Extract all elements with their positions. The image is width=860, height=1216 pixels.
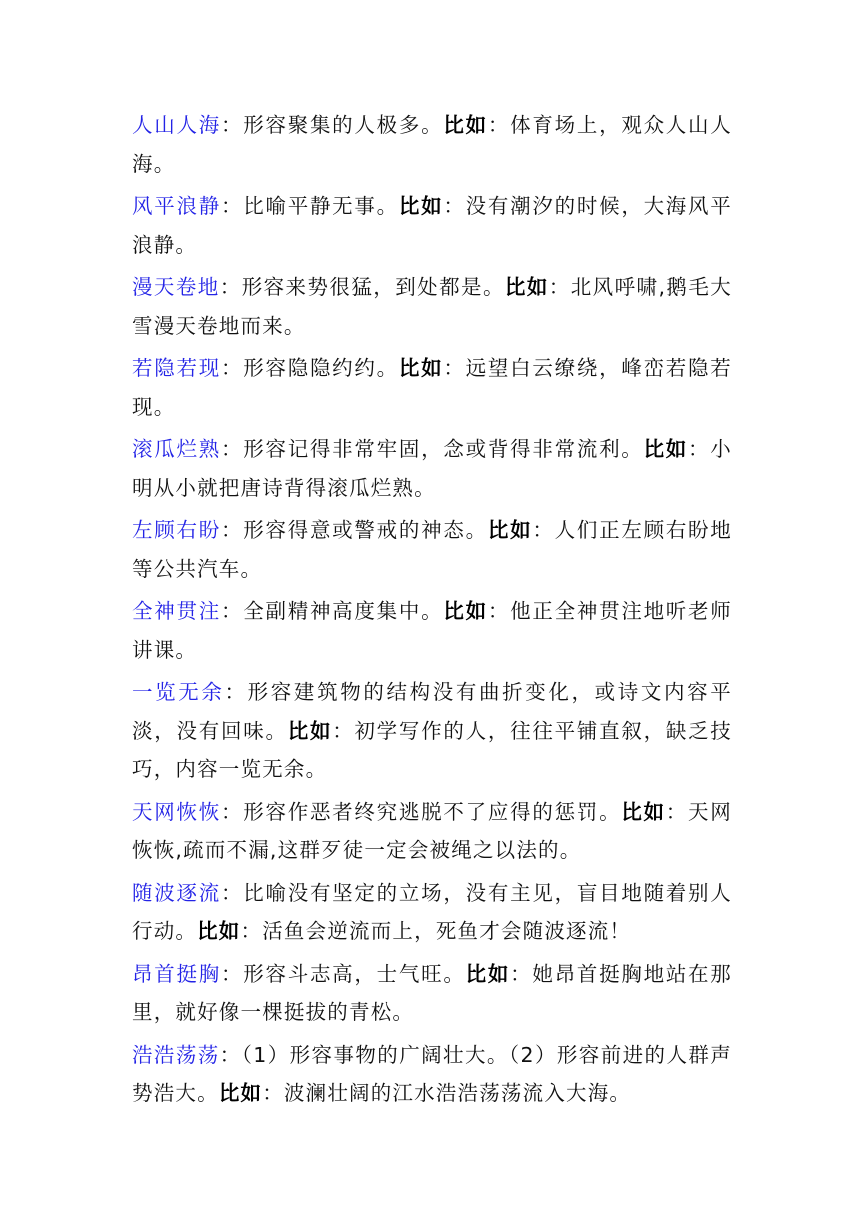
idiom-example: 她昂首挺胸地站在那里，就好像一棵挺拔的青松。 [132, 961, 733, 1024]
idiom-definition: 形容记得非常牢固，念或背得非常流利。 [243, 437, 644, 461]
idiom-entry [132, 673, 732, 789]
idiom-definition: 形容隐隐约约。 [243, 356, 399, 380]
example-label: 比如 [218, 1081, 263, 1105]
idiom-entry [132, 349, 732, 426]
example-colon: ： [665, 799, 689, 824]
term-colon: ： [220, 518, 244, 542]
idiom-term: 滚瓜烂熟 [132, 437, 221, 461]
term-colon: ： [220, 194, 244, 218]
term-colon: ： [220, 961, 244, 986]
idiom-definition: 全副精神高度集中。 [243, 599, 444, 623]
idiom-definition: 形容得意或警戒的神态。 [243, 518, 488, 542]
idiom-entry [132, 268, 732, 345]
idiom-term: 浩浩荡荡 [132, 1042, 220, 1067]
term-colon: ： [220, 113, 244, 137]
idiom-example: 初学写作的人，往往平铺直叙，缺乏技巧，内容一览无余。 [132, 718, 732, 781]
idiom-term: 漫天卷地 [132, 275, 220, 299]
example-colon: ： [487, 113, 511, 137]
example-label: 比如 [398, 356, 444, 380]
example-label: 比如 [287, 718, 333, 743]
idiom-list [132, 106, 732, 1117]
idiom-entry [132, 874, 732, 951]
example-colon: ： [548, 275, 571, 299]
idiom-entry [132, 793, 732, 870]
example-label: 比如 [398, 194, 444, 218]
idiom-entry [132, 106, 732, 183]
idiom-term: 若隐若现 [132, 356, 221, 380]
term-colon: ： [220, 880, 244, 905]
example-colon: ： [510, 961, 533, 986]
idiom-term: 随波逐流 [132, 880, 221, 905]
idiom-entry [132, 955, 732, 1032]
idiom-definition: 形容斗志高，士气旺。 [243, 961, 466, 986]
idiom-entry [132, 187, 732, 264]
idiom-definition: 形容建筑物的结构没有曲折变化，或诗文内容平淡，没有回味。 [132, 680, 732, 743]
term-colon: ： [220, 437, 244, 461]
idiom-example: 天网恢恢,疏而不漏,这群歹徒一定会被绳之以法的。 [132, 799, 732, 862]
example-label: 比如 [504, 275, 549, 299]
idiom-example: 他正全神贯注地听老师讲课。 [132, 599, 732, 662]
idiom-example: 波澜壮阔的江水浩浩荡荡流入大海。 [283, 1081, 632, 1105]
idiom-example: 活鱼会逆流而上，死鱼才会随波逐流！ [262, 919, 632, 943]
example-label: 比如 [443, 113, 488, 137]
example-label: 比如 [621, 799, 666, 824]
term-colon: ： [220, 356, 244, 380]
example-colon: ： [443, 356, 466, 380]
term-colon: ： [219, 1042, 242, 1067]
idiom-term: 一览无余 [132, 680, 225, 704]
idiom-example: 没有潮汐的时候，大海风平浪静。 [132, 194, 732, 257]
idiom-entry [132, 430, 732, 507]
idiom-definition: （1）形容事物的广阔壮大。（2）形容前进的人群声势浩大。 [132, 1042, 732, 1105]
term-colon: ： [224, 680, 248, 704]
idiom-definition: 形容聚集的人极多。 [243, 113, 444, 137]
idiom-term: 风平浪静 [132, 194, 221, 218]
idiom-definition: 形容作恶者终究逃脱不了应得的惩罚。 [243, 799, 622, 824]
example-colon: ： [262, 1081, 284, 1105]
term-colon: ： [220, 599, 244, 623]
example-colon: ： [532, 518, 555, 542]
idiom-definition: 比喻平静无事。 [243, 194, 399, 218]
term-colon: ： [219, 275, 242, 299]
idiom-term: 全神贯注 [132, 599, 221, 623]
idiom-term: 左顾右盼 [132, 518, 221, 542]
example-colon: ： [240, 919, 263, 943]
example-label: 比如 [443, 599, 488, 623]
example-label: 比如 [197, 919, 241, 943]
term-colon: ： [220, 799, 244, 824]
example-colon: ： [443, 194, 466, 218]
idiom-entry [132, 592, 732, 669]
idiom-entry [132, 511, 732, 588]
example-colon: ： [487, 599, 511, 623]
idiom-term: 昂首挺胸 [132, 961, 221, 986]
example-colon: ： [688, 437, 711, 461]
example-label: 比如 [465, 961, 511, 986]
idiom-example: 体育场上，观众人山人海。 [132, 113, 732, 176]
idiom-entry [132, 1036, 732, 1113]
idiom-example: 远望白云缭绕，峰峦若隐若现。 [132, 356, 732, 419]
example-label: 比如 [643, 437, 689, 461]
example-label: 比如 [487, 518, 533, 542]
idiom-term: 天网恢恢 [132, 799, 221, 824]
idiom-example: 小明从小就把唐诗背得滚瓜烂熟。 [132, 437, 732, 500]
example-colon: ： [332, 718, 355, 743]
idiom-example: 人们正左顾右盼地等公共汽车。 [132, 518, 732, 581]
idiom-definition: 形容来势很猛，到处都是。 [241, 275, 505, 299]
idiom-term: 人山人海 [132, 113, 221, 137]
idiom-example: 北风呼啸,鹅毛大雪漫天卷地而来。 [132, 275, 732, 338]
idiom-definition: 比喻没有坚定的立场，没有主见，盲目地随着别人行动。 [132, 880, 732, 943]
